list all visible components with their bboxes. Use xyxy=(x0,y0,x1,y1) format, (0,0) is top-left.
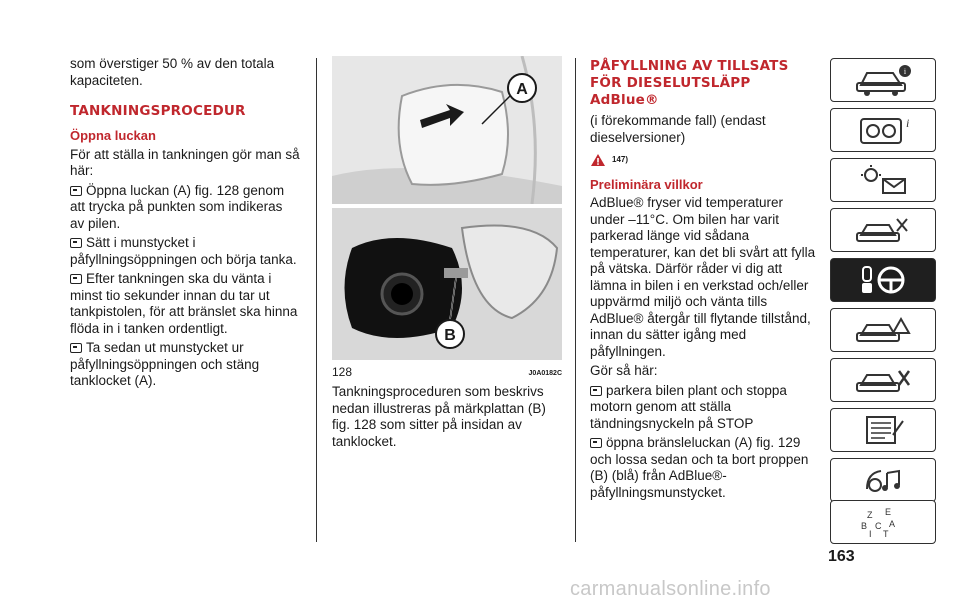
figure-code: J0A0182C xyxy=(528,370,562,377)
figure-128 xyxy=(332,56,562,360)
bullet-icon xyxy=(590,438,602,448)
dashboard-info-icon xyxy=(853,113,913,147)
multimedia-icon xyxy=(853,463,913,497)
warning-reference: 147) xyxy=(612,155,629,164)
svg-text:A: A xyxy=(889,519,896,529)
left-column xyxy=(70,56,300,393)
car-safety-icon xyxy=(853,213,913,247)
right-column xyxy=(590,56,820,504)
tab-car-info[interactable] xyxy=(830,58,936,102)
svg-text:T: T xyxy=(883,529,889,539)
tab-emergency[interactable] xyxy=(830,308,936,352)
tab-car-safety[interactable] xyxy=(830,208,936,252)
tab-technical-data[interactable] xyxy=(830,408,936,452)
step-text: parkera bilen plant och stoppa motorn genom att ställa tändningsnyckeln på STOP xyxy=(590,382,787,431)
tab-dashboard-info[interactable] xyxy=(830,108,936,152)
car-warning-icon xyxy=(853,313,913,347)
step-item xyxy=(590,435,820,501)
warning-triangle-icon xyxy=(590,153,606,167)
section-note: (i förekommande fall) (endast dieselversioner) xyxy=(590,113,766,145)
bullet-icon xyxy=(70,186,82,196)
tab-maintenance[interactable] xyxy=(830,358,936,402)
bullet-icon xyxy=(590,386,602,396)
figure-number: 128 xyxy=(332,365,353,379)
step-text: Efter tankningen ska du vänta i minst tio sekunder innan du tar ut tankpistolen, för att bränslet ska hinna flöda in i tanken ordentligt. xyxy=(70,271,298,336)
key-steering-icon xyxy=(853,263,913,297)
column-divider xyxy=(316,58,317,542)
column-divider xyxy=(575,58,576,542)
tab-index[interactable] xyxy=(830,500,936,544)
technical-data-icon xyxy=(853,413,913,447)
svg-text:E: E xyxy=(885,507,892,517)
figure-column xyxy=(332,56,562,453)
figure-caption-row xyxy=(332,360,562,378)
svg-text:i: i xyxy=(906,116,910,130)
step-text: Sätt i munstycket i påfyllningsöppningen och börja tanka. xyxy=(70,235,297,267)
car-service-icon xyxy=(853,363,913,397)
lead-text: För att ställa in tankningen gör man så här: xyxy=(70,146,300,178)
figure-description: Tankningsproceduren som beskrivs nedan illustreras på märkplattan (B) fig. 128 som sitter på insidan av tanklocket. xyxy=(332,384,546,449)
step-item xyxy=(70,340,300,390)
svg-text:Z: Z xyxy=(867,510,873,520)
fuel-door-open-photo xyxy=(332,208,562,360)
svg-text:i: i xyxy=(903,67,907,76)
step-text: Öppna luckan (A) fig. 128 genom att trycka på punkten som indikeras av pilen. xyxy=(70,182,285,231)
step-text: öppna bränsleluckan (A) fig. 129 och lossa sedan och ta bort proppen (B) (blå) från AdBlue®-påfyllningsmunstycket. xyxy=(590,435,809,500)
bullet-icon xyxy=(70,238,82,248)
sub-title: Öppna luckan xyxy=(70,128,156,143)
tab-start-driving[interactable] xyxy=(830,258,936,302)
page-number: 163 xyxy=(828,548,855,565)
alphabet-index-icon xyxy=(853,505,913,539)
svg-text:I: I xyxy=(869,529,872,539)
step-item xyxy=(70,271,300,337)
label-a: A xyxy=(516,81,528,98)
warning-row xyxy=(590,152,820,169)
bullet-icon xyxy=(70,343,82,353)
step-item xyxy=(590,383,820,433)
section-title: TANKNINGSPROCEDUR xyxy=(70,103,246,119)
label-b: B xyxy=(444,327,456,344)
conditions-text: AdBlue® fryser vid temperaturer under –11°C. Om bilen har varit parkerad länge vid sådana temperaturer, kan det bli svårt att fylla på vätska. Därför råder vi dig att lämna in bilen i en verkstad och/eller uppvärmd miljö och vänta tills AdBlue® återgår till flytande tillstånd, innan du sätter igång med påfyllningen. xyxy=(590,195,816,359)
tab-multimedia[interactable] xyxy=(830,458,936,502)
bullet-icon xyxy=(70,274,82,284)
fuel-door-closed-photo xyxy=(332,56,562,204)
safety-mail-icon xyxy=(853,163,913,197)
intro-text: som överstiger 50 % av den totala kapaciteten. xyxy=(70,56,275,88)
lead-text: Gör så här: xyxy=(590,363,658,378)
tab-safety[interactable] xyxy=(830,158,936,202)
car-info-icon xyxy=(853,63,913,97)
watermark: carmanualsonline.info xyxy=(570,578,771,600)
step-item xyxy=(70,235,300,268)
svg-text:C: C xyxy=(875,521,882,531)
step-item xyxy=(70,183,300,233)
adblue-section-title: PÅFYLLNING AV TILLSATS FÖR DIESELUTSLÄPP AdBlue® xyxy=(590,58,789,108)
sub-title: Preliminära villkor xyxy=(590,176,703,192)
step-text: Ta sedan ut munstycket ur påfyllningsöppningen och stäng tanklocket (A). xyxy=(70,340,260,388)
svg-text:B: B xyxy=(861,521,868,531)
